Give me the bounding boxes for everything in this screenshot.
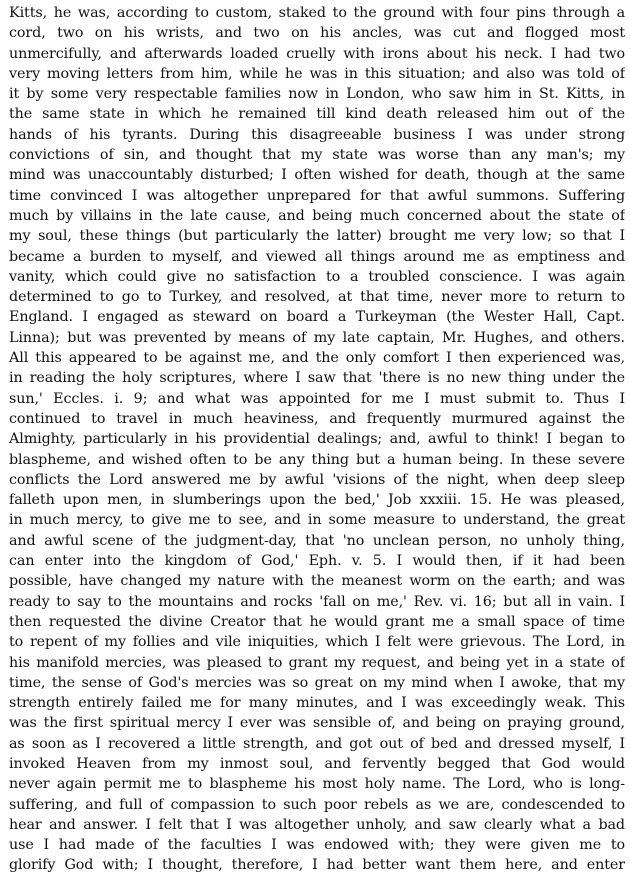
- text-line: very moving letters from him, while he was in this situation; and also was told of: [9, 65, 625, 82]
- text-line: mind was unaccountably disturbed; I often wished for death, though at the same: [9, 167, 625, 184]
- body-text: [9, 3, 625, 876]
- text-line: can enter into the kingdom of God,' Eph. v. 5. I would then, if it had been: [9, 553, 625, 570]
- text-line: falleth upon men, in slumberings upon the bed,' Job xxxiii. 15. He was pleased,: [9, 492, 625, 509]
- text-line: conflicts the Lord answered me by awful 'visions of the night, when deep sleep: [9, 471, 625, 488]
- text-line: time, the sense of God's mercies was so great on my mind when I awoke, that my: [9, 674, 625, 691]
- text-line: England. I engaged as steward on board a Turkeyman (the Wester Hall, Capt.: [9, 309, 625, 326]
- text-line: time convinced I was altogether unprepared for that awful summons. Suffering: [9, 187, 625, 204]
- text-line: cord, two on his wrists, and two on his ancles, was cut and flogged most: [9, 25, 625, 42]
- text-line: All this appeared to be against me, and the only comfort I then experienced was,: [9, 350, 625, 367]
- text-line: sun,' Eccles. i. 9; and what was appointed for me I must submit to. Thus I: [9, 390, 625, 407]
- text-line: then requested the divine Creator that he would grant me a small space of time: [9, 613, 625, 630]
- text-line: never again permit me to blaspheme his most holy name. The Lord, who is long-: [9, 776, 625, 793]
- text-line: it by some very respectable families now in London, who saw him in St. Kitts, in: [9, 86, 625, 103]
- text-line: blaspheme, and wished often to be any thing but a human being. In these severe: [9, 451, 625, 468]
- text-line: in reading the holy scriptures, where I saw that 'there is no new thing under the: [9, 370, 625, 387]
- text-line: strength entirely failed me for many minutes, and I was exceedingly weak. This: [9, 695, 625, 712]
- text-line: Kitts, he was, according to custom, staked to the ground with four pins through a: [9, 5, 625, 21]
- text-line: determined to go to Turkey, and resolved, at that time, never more to return to: [9, 289, 625, 306]
- text-line: glorify God with; I thought, therefore, I had better want them here, and enter: [9, 857, 625, 874]
- text-line: my soul, these things (but particularly the latter) brought me very low; so that I: [9, 228, 625, 245]
- text-line: his manifold mercies, was pleased to grant my request, and being yet in a state of: [9, 654, 625, 671]
- text-line: to repent of my follies and vile iniquities, which I felt were grievous. The Lord, in: [9, 634, 625, 651]
- text-line: possible, have changed my nature with the meanest worm on the earth; and was: [9, 573, 625, 590]
- text-line: continued to travel in much heaviness, and frequently murmured against the: [9, 410, 625, 427]
- text-line: use I had made of the faculties I was endowed with; they were given me to: [9, 837, 625, 854]
- text-line: vanity, which could give no satisfaction to a troubled conscience. I was again: [9, 268, 625, 285]
- text-line: the same state in which he remained till kind death released him out of the: [9, 106, 625, 123]
- text-line: was the first spiritual mercy I ever was sensible of, and being on praying ground,: [9, 715, 625, 732]
- text-line: hear and answer. I felt that I was altogether unholy, and saw clearly what a bad: [9, 816, 625, 833]
- text-line: ready to say to the mountains and rocks 'fall on me,' Rev. vi. 16; but all in vain. I: [9, 593, 625, 610]
- text-line: and awful scene of the judgment-day, that 'no unclean person, no unholy thing,: [9, 532, 625, 549]
- text-line: as soon as I recovered a little strength, and got out of bed and dressed myself, I: [9, 735, 625, 752]
- text-line: invoked Heaven from my inmost soul, and fervently begged that God would: [9, 755, 625, 772]
- text-line: in much mercy, to give me to see, and in some measure to understand, the great: [9, 512, 625, 529]
- text-line: suffering, and full of compassion to such poor rebels as we are, condescended to: [9, 796, 625, 813]
- text-line: hands of his tyrants. During this disagreeable business I was under strong: [9, 126, 625, 143]
- text-line: much by villains in the late cause, and being much concerned about the state of: [9, 207, 625, 224]
- text-line: Linna); but was prevented by means of my late captain, Mr. Hughes, and others.: [9, 329, 625, 346]
- text-line: became a burden to myself, and viewed all things around me as emptiness and: [9, 248, 625, 265]
- text-line: Almighty, particularly in his providential dealings; and, awful to think! I began to: [9, 431, 625, 448]
- text-line: convictions of sin, and thought that my state was worse than any man's; my: [9, 147, 625, 164]
- text-line: unmercifully, and afterwards loaded cruelly with irons about his neck. I had two: [9, 45, 625, 62]
